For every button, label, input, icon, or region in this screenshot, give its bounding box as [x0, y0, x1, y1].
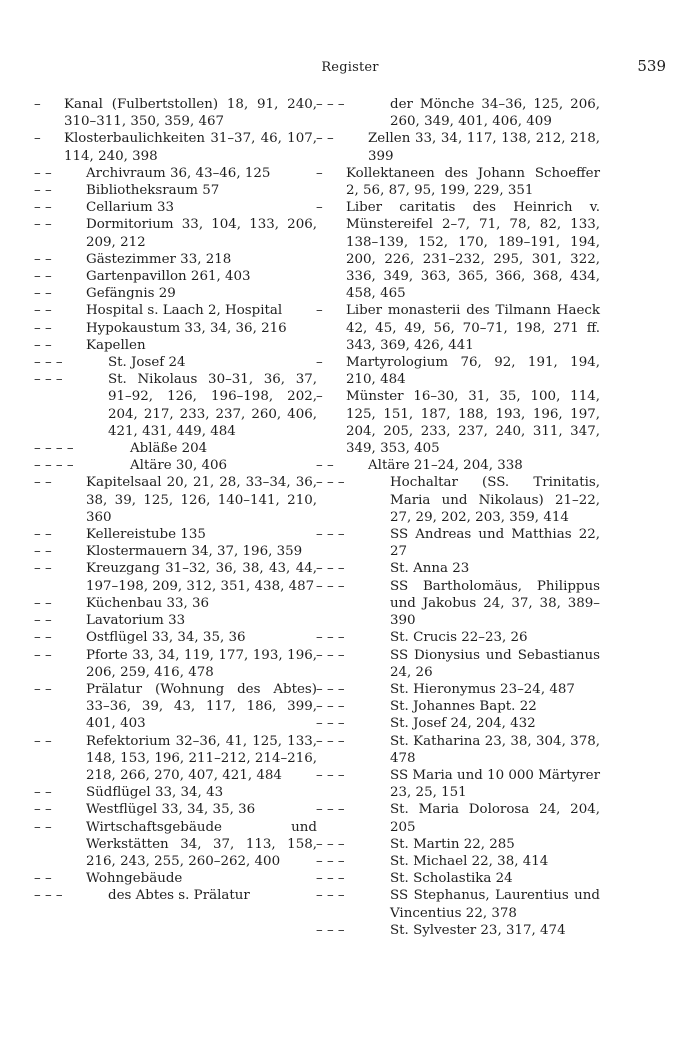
index-entry	[34, 199, 317, 216]
entry-text: St. Sylvester 23, 317, 474	[390, 922, 566, 938]
entry-level-dashes: – –	[34, 785, 52, 801]
entry-text: Kreuzgang 31–32, 36, 38, 43, 44, 197–198, 209, 312, 351, 438, 487	[86, 561, 317, 594]
entry-level-dashes: – –	[34, 733, 52, 749]
index-entry	[316, 199, 600, 302]
index-entry	[34, 337, 317, 354]
entry-level-dashes: – – –	[316, 767, 345, 783]
entry-level-dashes: – – –	[316, 733, 345, 749]
entry-text: Cellarium 33	[86, 200, 175, 216]
entry-text: Kapellen	[86, 337, 146, 353]
index-entry	[34, 560, 317, 594]
entry-text: St. Crucis 22–23, 26	[390, 630, 528, 646]
index-entry	[34, 733, 317, 785]
index-entry	[316, 302, 600, 354]
index-column-left	[34, 96, 317, 905]
entry-text: St. Michael 22, 38, 414	[390, 853, 549, 869]
entry-text: Klostermauern 34, 37, 196, 359	[86, 544, 303, 560]
index-entry	[34, 457, 317, 474]
entry-level-dashes: – – –	[316, 802, 345, 818]
entry-level-dashes: – – –	[316, 630, 345, 646]
index-entry	[34, 681, 317, 733]
entry-text: Münster 16–30, 31, 35, 100, 114, 125, 151, 187, 188, 193, 196, 197, 204, 205, 233, 237, 240, 311, 347, 349, 353, 405	[346, 389, 600, 457]
index-entry	[34, 870, 317, 887]
entry-text: SS Dionysius und Sebastianus 24, 26	[390, 647, 600, 680]
index-entry	[34, 612, 317, 629]
index-entry	[34, 165, 317, 182]
entry-level-dashes: – –	[34, 595, 52, 611]
entry-level-dashes: –	[316, 355, 323, 371]
index-entry	[316, 767, 600, 801]
entry-text: St. Katharina 23, 38, 304, 378, 478	[390, 733, 600, 766]
index-entry	[316, 698, 600, 715]
entry-text: Abläße 204	[130, 441, 208, 457]
entry-text: der Mönche 34–36, 125, 206, 260, 349, 401, 406, 409	[390, 97, 600, 130]
entry-text: St. Maria Dolorosa 24, 204, 205	[390, 802, 600, 835]
index-entry	[316, 96, 600, 130]
entry-text: Westflügel 33, 34, 35, 36	[86, 802, 256, 818]
entry-text: Refektorium 32–36, 41, 125, 133, 148, 153, 196, 211–212, 214–216, 218, 266, 270, 407, 421, 484	[86, 733, 317, 783]
entry-level-dashes: – –	[316, 131, 334, 147]
entry-level-dashes: – – –	[316, 561, 345, 577]
entry-level-dashes: – –	[34, 286, 52, 302]
index-entry	[316, 130, 600, 164]
index-entry	[316, 526, 600, 560]
entry-text: Lavatorium 33	[86, 613, 186, 629]
index-entry	[316, 457, 600, 474]
entry-text: St. Josef 24	[108, 355, 186, 371]
entry-text: St. Josef 24, 204, 432	[390, 716, 536, 732]
entry-level-dashes: – –	[34, 165, 52, 181]
entry-text: Prälatur (Wohnung des Abtes) 33–36, 39, 43, 117, 186, 399, 401, 403	[86, 681, 317, 732]
entry-text: Bibliotheksraum 57	[86, 183, 220, 199]
entry-text: Gästezimmer 33, 218	[86, 251, 232, 267]
entry-level-dashes: – – – –	[34, 441, 74, 457]
index-entry	[34, 371, 317, 440]
entry-text: St. Johannes Bapt. 22	[390, 699, 537, 715]
index-entry	[316, 681, 600, 698]
entry-text: Zellen 33, 34, 117, 138, 212, 218, 399	[368, 131, 600, 164]
entry-level-dashes: –	[316, 389, 323, 405]
index-entry	[34, 302, 317, 319]
entry-level-dashes: – – –	[316, 699, 345, 715]
entry-level-dashes: – – –	[316, 647, 345, 663]
index-entry	[316, 922, 600, 939]
index-entry	[34, 887, 317, 904]
index-entry	[316, 354, 600, 388]
entry-level-dashes: – –	[34, 200, 52, 216]
entry-text: Altäre 30, 406	[130, 458, 228, 474]
index-entry	[34, 268, 317, 285]
index-entry	[34, 543, 317, 560]
entry-text: St. Nikolaus 30–31, 36, 37, 91–92, 126, 196–198, 202, 204, 217, 233, 237, 260, 406, 421, 431, 449, 484	[108, 372, 317, 439]
entry-level-dashes: –	[316, 200, 323, 216]
entry-level-dashes: – – –	[316, 836, 345, 852]
entry-text: Wohngebäude	[86, 871, 183, 887]
entry-level-dashes: – –	[34, 802, 52, 818]
entry-level-dashes: – –	[34, 475, 52, 491]
index-entry	[34, 354, 317, 371]
index-entry	[34, 285, 317, 302]
entry-text: SS Andreas und Matthias 22, 27	[390, 527, 600, 560]
entry-text: Martyrologium 76, 92, 191, 194, 210, 484	[346, 355, 600, 388]
entry-text: SS Bartholomäus, Philippus und Jakobus 24, 37, 38, 389–390	[390, 578, 600, 629]
entry-text: Liber monasterii des Tilmann Haeck 42, 45, 49, 56, 70–71, 198, 271 ff. 343, 369, 426, 441	[346, 303, 600, 353]
entry-text: Kapitelsaal 20, 21, 28, 33–34, 36, 38, 39, 125, 126, 140–141, 210, 360	[86, 475, 317, 525]
entry-level-dashes: – – –	[316, 853, 345, 869]
running-head: Register	[321, 60, 379, 75]
index-entry	[34, 96, 317, 130]
entry-text: Gefängnis 29	[86, 286, 176, 302]
entry-text: Wirtschaftsgebäude und Werkstätten 34, 37, 113, 158, 216, 243, 255, 260–262, 400	[86, 819, 317, 869]
index-entry	[316, 715, 600, 732]
entry-level-dashes: – – –	[316, 475, 345, 491]
entry-level-dashes: – –	[34, 561, 52, 577]
index-entry	[316, 474, 600, 526]
entry-level-dashes: – – –	[34, 372, 63, 388]
index-entry	[316, 887, 600, 921]
entry-text: Liber caritatis des Heinrich v. Münstereifel 2–7, 71, 78, 82, 133, 138–139, 152, 170, 189–191, 194, 200, 226, 231–232, 295, 301, 322, 336, 349, 363, 365, 366, 368, 434, 458, 465	[346, 200, 600, 302]
entry-level-dashes: –	[34, 97, 41, 112]
entry-text: Ostflügel 33, 34, 35, 36	[86, 630, 246, 646]
entry-level-dashes: – –	[34, 337, 52, 353]
index-entry	[316, 578, 600, 630]
entry-level-dashes: – –	[34, 630, 52, 646]
entry-level-dashes: – –	[34, 303, 52, 319]
index-entry	[34, 130, 317, 164]
index-columns	[34, 96, 666, 1016]
entry-level-dashes: – –	[34, 871, 52, 887]
entry-level-dashes: – –	[34, 647, 52, 663]
index-entry	[316, 836, 600, 853]
entry-level-dashes: – –	[34, 613, 52, 629]
entry-text: SS Stephanus, Laurentius und Vincentius 22, 378	[390, 888, 600, 921]
entry-level-dashes: – – –	[316, 716, 345, 732]
entry-level-dashes: – – –	[316, 871, 345, 887]
index-entry	[316, 801, 600, 835]
entry-text: Archivraum 36, 43–46, 125	[86, 165, 271, 181]
entry-level-dashes: – – –	[34, 888, 63, 904]
entry-text: St. Martin 22, 285	[390, 836, 515, 852]
index-entry	[34, 526, 317, 543]
index-entry	[316, 388, 600, 457]
entry-level-dashes: – –	[34, 217, 52, 233]
entry-level-dashes: – –	[34, 527, 52, 543]
entry-level-dashes: – –	[34, 183, 52, 199]
entry-level-dashes: – –	[34, 544, 52, 560]
index-entry	[34, 440, 317, 457]
entry-text: Dormitorium 33, 104, 133, 206, 209, 212	[86, 217, 317, 250]
entry-level-dashes: –	[34, 131, 41, 147]
entry-text: Kollektaneen des Johann Schoeffer 2, 56, 87, 95, 199, 229, 351	[346, 165, 600, 199]
entry-level-dashes: – – –	[34, 355, 63, 371]
entry-text: Gartenpavillon 261, 403	[86, 269, 251, 285]
page-number: 539	[637, 57, 666, 75]
index-entry	[34, 629, 317, 646]
index-column-right	[316, 96, 600, 939]
entry-text: St. Hieronymus 23–24, 487	[390, 681, 575, 697]
entry-text: Klosterbaulichkeiten 31–37, 46, 107, 114, 240, 398	[64, 131, 317, 164]
entry-level-dashes: – – –	[316, 681, 345, 697]
entry-text: Altäre 21–24, 204, 338	[368, 458, 523, 474]
index-entry	[316, 870, 600, 887]
entry-text: des Abtes s. Prälatur	[108, 888, 250, 904]
index-entry	[34, 784, 317, 801]
index-entry	[316, 560, 600, 577]
entry-text: Hospital s. Laach 2, Hospital	[86, 303, 283, 319]
entry-level-dashes: – – –	[316, 527, 345, 543]
entry-level-dashes: – –	[34, 320, 52, 336]
index-entry	[34, 251, 317, 268]
index-entry	[34, 595, 317, 612]
entry-level-dashes: – –	[34, 819, 52, 835]
entry-level-dashes: – –	[316, 458, 334, 474]
entry-level-dashes: – – –	[316, 922, 345, 938]
entry-text: Kanal (Fulbertstollen) 18, 91, 240, 310–311, 350, 359, 467	[64, 97, 317, 130]
entry-text: Südflügel 33, 34, 43	[86, 785, 224, 801]
entry-level-dashes: –	[316, 165, 323, 181]
entry-text: Pforte 33, 34, 119, 177, 193, 196, 206, 259, 416, 478	[86, 647, 317, 680]
index-entry	[34, 474, 317, 526]
index-entry	[34, 182, 317, 199]
index-entry	[316, 165, 600, 199]
entry-text: Hochaltar (SS. Trinitatis, Maria und Nikolaus) 21–22, 27, 29, 202, 203, 359, 414	[390, 475, 600, 525]
entry-level-dashes: – – –	[316, 97, 345, 112]
entry-level-dashes: – –	[34, 681, 52, 697]
entry-level-dashes: – – –	[316, 888, 345, 904]
index-entry	[316, 629, 600, 646]
index-entry	[34, 801, 317, 818]
entry-text: Küchenbau 33, 36	[86, 595, 210, 611]
index-entry	[316, 733, 600, 767]
index-entry	[316, 647, 600, 681]
entry-level-dashes: – –	[34, 251, 52, 267]
index-entry	[34, 320, 317, 337]
page-header	[34, 57, 666, 84]
entry-text: SS Maria und 10 000 Märtyrer 23, 25, 151	[390, 767, 600, 801]
entry-level-dashes: – –	[34, 269, 52, 285]
index-entry	[316, 853, 600, 870]
index-entry	[34, 216, 317, 250]
entry-text: St. Anna 23	[390, 561, 470, 577]
entry-level-dashes: –	[316, 303, 323, 319]
index-entry	[34, 647, 317, 681]
index-entry	[34, 819, 317, 871]
entry-level-dashes: – – – –	[34, 458, 74, 474]
entry-text: Hypokaustum 33, 34, 36, 216	[86, 320, 287, 336]
entry-text: Kellereistube 135	[86, 527, 206, 543]
entry-level-dashes: – – –	[316, 578, 345, 594]
entry-text: St. Scholastika 24	[390, 871, 513, 887]
